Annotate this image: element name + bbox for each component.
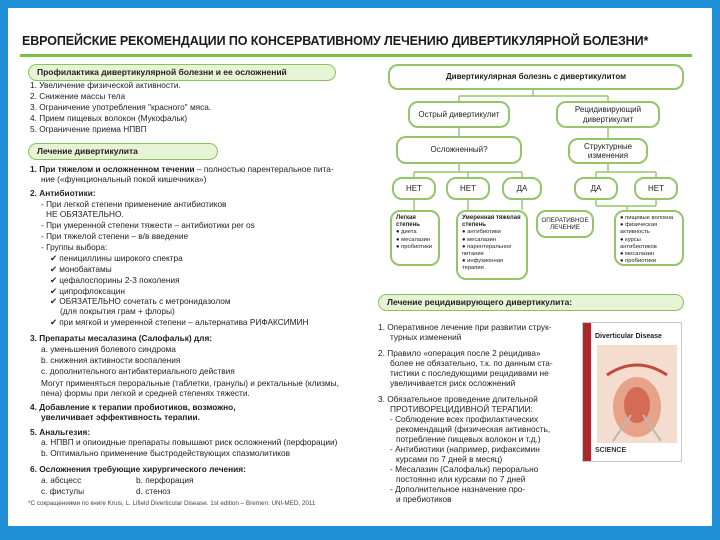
prophylaxis-item: 5. Ограничение приема НПВП <box>30 124 147 134</box>
moderate-item: ● инфузионная терапия <box>462 258 504 272</box>
antibiotics-line: ✔ монобактамы <box>50 264 112 274</box>
prophylaxis-item: 3. Ограничение употребления "красного" мяса. <box>30 102 212 112</box>
conservative-item: ● физическая активность <box>620 222 658 236</box>
mesalazine-title: 3. Препараты месалазина (Салофальк) для: <box>30 333 213 343</box>
recurrent-point-1: турных изменений <box>390 332 462 342</box>
flow-top-box: Дивертикулярная болезнь с дивертикулитом <box>388 64 684 90</box>
recurrent-treatment-header: Лечение рецидивирующего дивертикулита: <box>378 294 684 311</box>
flow-surgery-box: ОПЕРАТИВНОЕ ЛЕЧЕНИЕ <box>536 210 594 238</box>
mild-item: ● диета <box>396 229 417 236</box>
mesalazine-note: Могут применяться пероральные (таблетки, гранулы) и ректальные (клизмы, <box>41 378 339 388</box>
recurrent-point-3: и пребиотиков <box>396 494 452 504</box>
book-spine-strip <box>583 323 591 461</box>
prophylaxis-item: 1. Увеличение физической активности. <box>30 80 181 90</box>
book-illustration-art <box>597 345 677 443</box>
recurrent-point-1: 1. Оперативное лечение при развитии струк- <box>378 322 552 332</box>
conservative-treatment-box <box>614 210 684 266</box>
mild-item: ● пробиотики <box>396 243 433 250</box>
antibiotics-line: ✔ при мягкой и умеренной степени – альтернатива РИФАКСИМИН <box>50 317 309 327</box>
analgesia-item: b. Оптимально применение быстродействующих спазмолитиков <box>41 448 290 458</box>
complication-item: a. абсцесс <box>41 475 82 485</box>
mesalazine-item: a. уменьшения болевого синдрома <box>41 344 176 354</box>
treatment-severe-title: 1. При тяжелом и осложненном течении <box>30 164 195 174</box>
recurrent-point-3: постоянно или курсами по 7 дней <box>396 474 526 484</box>
conservative-item: ● пробиотики <box>620 258 657 265</box>
flow-structural-box: Структурные изменения <box>568 138 648 164</box>
mesalazine-item: c. дополнительного антибактериального действия <box>41 366 235 376</box>
antibiotics-title: 2. Антибиотики: <box>30 188 96 198</box>
recurrent-point-3: потребление пищевых волокон и т.д.) <box>396 434 541 444</box>
flow-complicated-box: Осложненный? <box>396 136 522 164</box>
flow-recurrent-box: Рецидивирующий дивертикулит <box>556 101 660 128</box>
antibiotics-line: - Группы выбора: <box>41 242 108 252</box>
antibiotics-line: ✔ цефалоспорины 2-3 поколения <box>50 275 180 285</box>
mesalazine-note: пена) формы при легкой и средней степенях тяжести. <box>41 388 250 398</box>
flow-no-box: НЕТ <box>392 177 436 200</box>
recurrent-point-2: 2. Правило «операция после 2 рецидива» <box>378 348 541 358</box>
book-cover-image <box>582 322 682 462</box>
mild-item: ● месалазин <box>396 236 431 243</box>
antibiotics-line: - При легкой степени применение антибиотиков <box>41 199 227 209</box>
flow-yes-box: ДА <box>574 177 618 200</box>
recurrent-point-3: - Месалазин (Салофальк) перорально <box>390 464 539 474</box>
moderate-item: ● парентеральное питание <box>462 243 512 258</box>
recurrent-point-3: курсами по 7 дней в месяц) <box>396 454 503 464</box>
antibiotics-line: ✔ ОБЯЗАТЕЛЬНО сочетать с метронидазолом <box>50 296 231 306</box>
recurrent-point-3: рекомендаций (физическая активность, <box>396 424 551 434</box>
prophylaxis-item: 2. Снижение массы тела <box>30 91 126 101</box>
complication-item: d. стеноз <box>136 486 171 496</box>
complications-title: 6. Осложнения требующие хирургического лечения: <box>30 464 246 474</box>
recurrent-point-3: - Дополнительное назначение про- <box>390 484 526 494</box>
antibiotics-line: - При умеренной степени тяжести – антибиотики per os <box>41 220 255 230</box>
flow-no-box: НЕТ <box>634 177 678 200</box>
moderate-item: ● месалазин <box>462 236 497 243</box>
mild-title: Легкая степень <box>396 215 420 229</box>
flow-acute-box: Острый дивертикулит <box>408 101 510 128</box>
recurrent-point-2: увеличивается риск осложнений <box>390 378 516 388</box>
flow-no-box: НЕТ <box>446 177 490 200</box>
recurrent-point-2: более не обязательно, т.к. по данным ста- <box>390 358 553 368</box>
moderate-treatment-box <box>456 210 528 280</box>
flow-yes-box: ДА <box>502 177 542 200</box>
complication-item: b. перфорация <box>136 475 194 485</box>
probiotics-title: 4. Добавление к терапии пробиотиков, возможно, <box>30 402 236 412</box>
prophylaxis-header: Профилактика дивертикулярной болезни и ее осложнений <box>28 64 336 81</box>
page-title: ЕВРОПЕЙСКИЕ РЕКОМЕНДАЦИИ ПО КОНСЕРВАТИВНОМУ ЛЕЧЕНИЮ ДИВЕРТИКУЛЯРНОЙ БОЛЕЗНИ* <box>22 34 649 48</box>
conservative-item: ● курсы антибиотиков <box>620 236 657 250</box>
recurrent-point-2: тистики с последующими рецидивами не <box>390 368 549 378</box>
conservative-item: ● месалазин <box>620 251 655 258</box>
moderate-title: Умеренная тяжелая степень <box>462 215 521 229</box>
antibiotics-line: ✔ ципрофлоксацин <box>50 286 126 296</box>
recurrent-point-3: ПРОТИВОРЕЦИДИВНОЙ ТЕРАПИИ: <box>390 404 533 414</box>
mild-treatment-box <box>390 210 440 266</box>
book-illustration <box>597 345 677 443</box>
treatment-header: Лечение дивертикулита <box>28 143 218 160</box>
prophylaxis-item: 4. Прием пищевых волокон (Мукофальк) <box>30 113 188 123</box>
recurrent-point-3: - Соблюдение всех профилактических <box>390 414 539 424</box>
conservative-item: ● пищевые волокна <box>620 215 674 221</box>
probiotics-title-2: увеличивает эффективность терапии. <box>41 412 200 422</box>
recurrent-point-3: 3. Обязательное проведение длительной <box>378 394 538 404</box>
footnote: *С сокращениями по книге Kruis, L. Lifield Diverticular Disease. 1st edition – Bremen: UNI-MED, 2011 <box>28 500 316 507</box>
antibiotics-line: (для покрытия грам + флоры) <box>60 306 175 316</box>
treatment-severe-text: – полностью парентеральное пита- <box>194 164 334 174</box>
complication-item: c. фистулы <box>41 486 85 496</box>
recurrent-point-3: - Антибиотики (например, рифаксимин <box>390 444 540 454</box>
analgesia-item: a. НПВП и опиоидные препараты повышают риск осложнений (перфорации) <box>41 437 338 447</box>
treatment-severe-text-2: ние («функциональный покой кишечника») <box>41 174 207 184</box>
moderate-item: ● антибиотики <box>462 229 501 236</box>
mesalazine-item: b. снижения активности воспаления <box>41 355 181 365</box>
antibiotics-line: ✔ пенициллины широкого спектра <box>50 253 183 263</box>
antibiotics-line: - При тяжелой степени – в/в введение <box>41 231 189 241</box>
book-title: Diverticular Disease <box>595 333 662 340</box>
antibiotics-line: НЕ ОБЯЗАТЕЛЬНО. <box>46 209 124 219</box>
analgesia-title: 5. Анальгезия: <box>30 427 91 437</box>
book-publisher: SCIENCE <box>595 447 627 454</box>
